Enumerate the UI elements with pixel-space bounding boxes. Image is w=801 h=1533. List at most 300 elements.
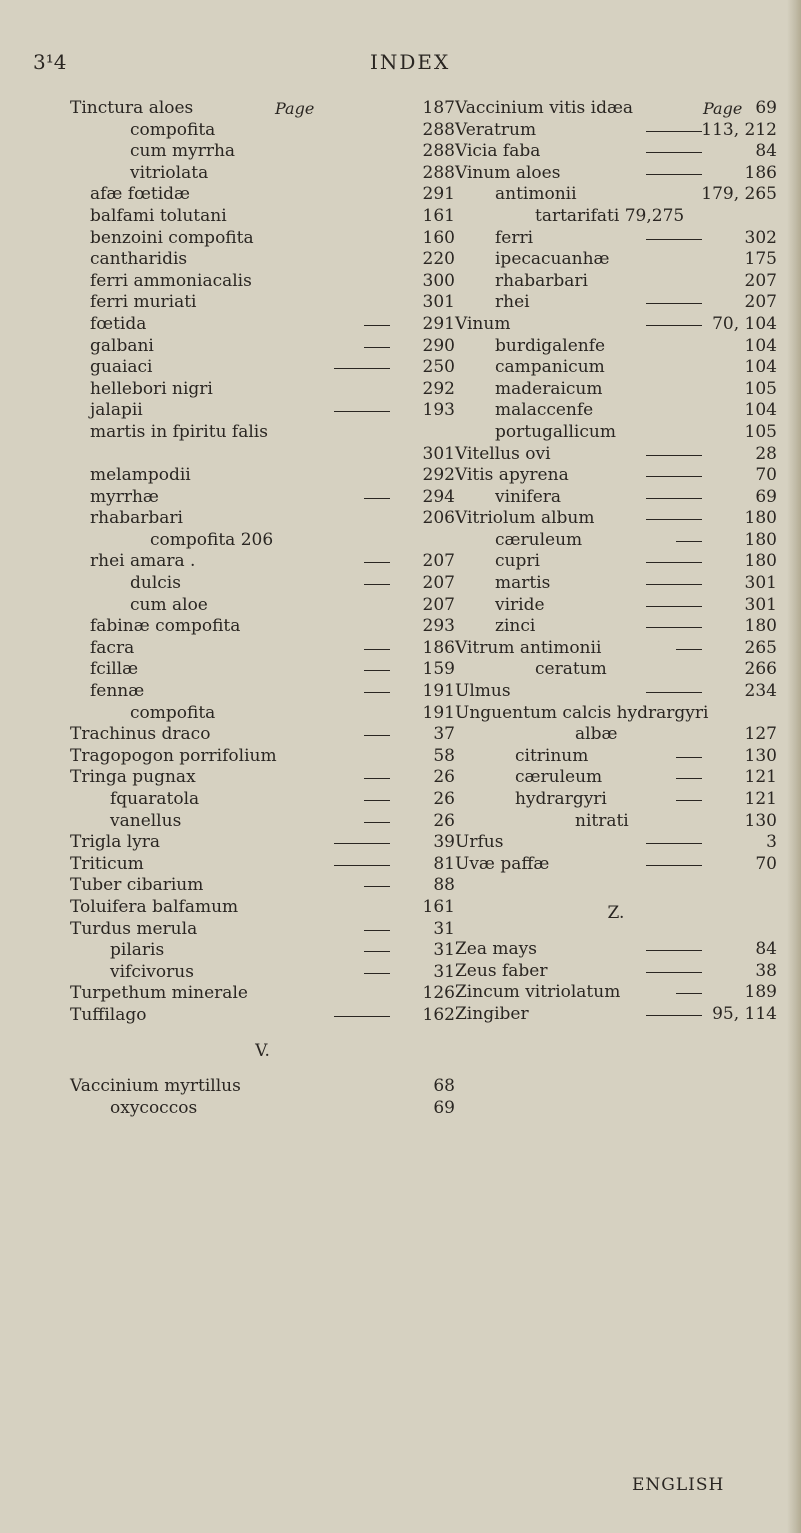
leader-rule — [364, 498, 390, 499]
index-entry — [455, 854, 777, 876]
index-entry — [70, 659, 455, 681]
index-entry — [455, 444, 777, 466]
index-entry — [455, 206, 777, 228]
entry-term: zinci — [495, 616, 536, 637]
page-reference: 301 — [422, 443, 455, 464]
page-reference: 39 — [433, 832, 455, 853]
entry-term: maderaicum — [495, 378, 603, 399]
entry-term: martis in fpiritu falis — [90, 421, 268, 442]
entry-term: Trachinus draco — [70, 724, 211, 745]
entry-term: vitriolata — [130, 162, 209, 183]
leader-rule — [646, 584, 702, 585]
entry-term: Zincum vitriolatum — [455, 982, 621, 1003]
page-reference: 104 — [744, 357, 777, 378]
page-reference: 207 — [744, 292, 777, 313]
index-entry — [70, 271, 455, 293]
entry-term: jalapii — [90, 400, 143, 421]
entry-term: nitrati — [575, 810, 629, 831]
leader-rule — [364, 347, 390, 348]
index-entry — [70, 940, 455, 962]
leader-rule — [364, 800, 390, 801]
index-entry — [70, 120, 455, 142]
page-reference: 95, 114 — [712, 1003, 777, 1024]
entry-term: ferri — [495, 227, 534, 248]
page-reference: 302 — [744, 227, 777, 248]
index-entry — [455, 595, 777, 617]
page-reference: 3 — [766, 832, 777, 853]
page-reference: 70 — [755, 853, 777, 874]
index-entry — [70, 573, 455, 595]
page-reference: 70, 104 — [712, 313, 777, 334]
leader-rule — [646, 972, 702, 973]
page-reference: 88 — [433, 875, 455, 896]
index-entry — [70, 184, 455, 206]
catchword: ENGLISH — [632, 1475, 725, 1495]
entry-term: Vaccinium vitis idæa — [455, 98, 634, 118]
section-letter — [455, 903, 777, 925]
index-entry — [455, 961, 777, 983]
page-reference: 179, 265 — [701, 184, 777, 205]
leader-rule — [646, 174, 702, 175]
entry-term: Uvæ paffæ — [455, 853, 550, 874]
leader-rule — [364, 649, 390, 650]
entry-term: balfami tolutani — [90, 205, 227, 226]
entry-term: cæruleum — [515, 767, 603, 788]
entry-term: afæ fœtidæ — [90, 184, 191, 205]
index-entry — [70, 767, 455, 789]
entry-term: hydrargyri — [515, 789, 607, 809]
index-entry — [70, 1076, 455, 1098]
page-reference: 31 — [433, 961, 455, 982]
index-entry — [70, 724, 455, 746]
leader-rule — [364, 584, 390, 585]
entry-term: ipecacuanhæ — [495, 249, 610, 270]
index-entry — [455, 638, 777, 660]
row-spacer — [70, 1027, 455, 1041]
page-reference: 31 — [433, 918, 455, 939]
index-entry — [70, 98, 455, 120]
index-entry — [455, 465, 777, 487]
entry-term: Vinum aloes — [455, 162, 561, 183]
entry-term: Urfus — [455, 832, 504, 853]
entry-term: Toluifera balfamum — [70, 896, 239, 917]
leader-rule — [646, 239, 702, 240]
leader-rule — [334, 843, 390, 844]
entry-term: Trigla lyra — [70, 832, 161, 853]
index-entry — [70, 746, 455, 768]
index-entry — [455, 681, 777, 703]
index-entry — [455, 292, 777, 314]
page-reference: 301 — [744, 573, 777, 594]
page-reference: 292 — [422, 378, 455, 399]
leader-rule — [676, 800, 702, 801]
entry-term: Tuffilago — [70, 1004, 147, 1025]
leader-rule — [646, 152, 702, 153]
page-reference: 38 — [755, 960, 777, 981]
page-reference: 105 — [744, 421, 777, 442]
row-spacer — [455, 875, 777, 889]
index-entry — [455, 551, 777, 573]
entry-term: Zeus faber — [455, 960, 548, 981]
entry-term: portugallicum — [495, 421, 616, 442]
page-reference: 130 — [744, 810, 777, 831]
index-entry — [70, 811, 455, 833]
entry-term: vanellus — [110, 810, 182, 831]
page-reference: 126 — [422, 983, 455, 1004]
page-edge — [787, 0, 801, 1533]
index-entry — [70, 897, 455, 919]
row-spacer — [455, 925, 777, 939]
leader-rule — [676, 757, 702, 758]
page-reference: 292 — [422, 465, 455, 486]
page-reference: 288 — [422, 141, 455, 162]
page-reference: 161 — [422, 205, 455, 226]
leader-rule — [364, 951, 390, 952]
leader-rule — [646, 627, 702, 628]
entry-term: benzoini compofita — [90, 227, 254, 248]
leader-rule — [334, 368, 390, 369]
index-entry — [455, 228, 777, 250]
entry-term: Vicia faba — [455, 141, 541, 162]
entry-term: Triticum — [70, 853, 144, 874]
page-reference: 301 — [422, 292, 455, 313]
entry-term: ceratum — [535, 659, 607, 680]
index-entry — [70, 314, 455, 336]
index-entry — [70, 206, 455, 228]
page-reference: 180 — [744, 529, 777, 550]
page-header — [0, 50, 801, 80]
index-entry — [70, 1005, 455, 1027]
entry-term: cantharidis — [90, 249, 188, 270]
leader-rule — [646, 692, 702, 693]
index-entry — [70, 530, 455, 552]
leader-rule — [364, 822, 390, 823]
index-entry — [70, 875, 455, 897]
row-spacer — [455, 889, 777, 903]
page-reference: 161 — [422, 896, 455, 917]
page-reference: 294 — [422, 486, 455, 507]
index-entry — [455, 573, 777, 595]
index-entry — [70, 422, 455, 444]
leader-rule — [676, 993, 702, 994]
entry-term: rhabarbari — [90, 508, 183, 529]
index-entry — [70, 336, 455, 358]
leader-rule — [646, 950, 702, 951]
entry-term: Turdus merula — [70, 918, 198, 939]
page-reference: 121 — [744, 789, 777, 809]
entry-term: cum myrrha — [130, 141, 236, 162]
page-reference: 180 — [744, 616, 777, 637]
index-entry — [70, 508, 455, 530]
entry-term: Vitellus ovi — [455, 443, 551, 464]
page-label: Page — [703, 99, 743, 118]
index-entry — [455, 1004, 777, 1026]
entry-term: fabinæ compofita — [90, 616, 241, 637]
index-entry — [455, 271, 777, 293]
entry-term: compofita — [130, 119, 216, 140]
index-entry — [70, 400, 455, 422]
page-reference: 300 — [422, 270, 455, 291]
page-reference: 186 — [744, 162, 777, 183]
entry-term: fcillæ — [90, 659, 139, 680]
page-reference: 207 — [422, 551, 455, 572]
page-reference: 265 — [744, 637, 777, 658]
page-reference: 104 — [744, 400, 777, 421]
page-reference: 207 — [422, 573, 455, 594]
index-entry — [70, 141, 455, 163]
entry-term: hellebori nigri — [90, 378, 213, 399]
page-reference: 26 — [433, 789, 455, 809]
page-reference: 28 — [755, 443, 777, 464]
leader-rule — [676, 778, 702, 779]
entry-term: Zingiber — [455, 1003, 529, 1024]
leader-rule — [676, 649, 702, 650]
entry-term: Vitriolum album — [455, 508, 595, 529]
page-reference: 162 — [422, 1004, 455, 1025]
index-entry — [455, 659, 777, 681]
page-reference: 250 — [422, 357, 455, 378]
section-letter — [70, 1041, 455, 1063]
page-reference: 70 — [755, 465, 777, 486]
entry-term: tartarifati 79,275 — [535, 205, 685, 226]
index-entry — [70, 638, 455, 660]
entry-term: Ulmus — [455, 681, 511, 702]
index-entry — [70, 551, 455, 573]
entry-term: rhei — [495, 292, 530, 313]
entry-term: compofita 206 — [150, 529, 274, 550]
index-entry — [455, 789, 777, 811]
index-entry — [455, 616, 777, 638]
entry-term: rhabarbari — [495, 270, 588, 291]
index-entry — [70, 854, 455, 876]
page-reference: 206 — [422, 508, 455, 529]
entry-term: vifcivorus — [110, 961, 194, 982]
leader-rule — [646, 303, 702, 304]
page-label: Page — [275, 99, 315, 118]
page-reference: 69 — [755, 98, 777, 118]
entry-term: martis — [495, 573, 551, 594]
index-entry — [455, 379, 777, 401]
leader-rule — [364, 325, 390, 326]
entry-term: antimonii — [495, 184, 577, 205]
index-entry — [70, 487, 455, 509]
entry-term: Vaccinium myrtillus — [70, 1076, 241, 1097]
page-reference: 288 — [422, 119, 455, 140]
index-entry — [70, 163, 455, 185]
entry-term: ferri ammoniacalis — [90, 270, 252, 291]
page-reference: 84 — [755, 938, 777, 959]
section-heading: Z. — [607, 903, 625, 924]
leader-rule — [676, 541, 702, 542]
entry-term: facra — [90, 637, 135, 658]
entry-term: vinifera — [495, 486, 562, 507]
page-reference: 160 — [422, 227, 455, 248]
entry-term: albæ — [575, 724, 618, 745]
page-reference: 104 — [744, 335, 777, 356]
entry-term: burdigalenfe — [495, 335, 606, 356]
index-entry — [70, 444, 455, 466]
index-entry — [455, 703, 777, 725]
page-reference: 130 — [744, 745, 777, 766]
index-entry — [70, 595, 455, 617]
index-column-left — [70, 98, 455, 1119]
entry-term: melampodii — [90, 465, 191, 486]
page-reference: 31 — [433, 940, 455, 961]
page-reference: 180 — [744, 551, 777, 572]
leader-rule — [646, 498, 702, 499]
page-reference: 105 — [744, 378, 777, 399]
leader-rule — [364, 735, 390, 736]
page-reference: 69 — [433, 1097, 455, 1118]
index-entry — [70, 832, 455, 854]
page-reference: 113, 212 — [701, 119, 777, 140]
page-reference: 69 — [755, 486, 777, 507]
entry-term: Tragopogon porrifolium — [70, 745, 277, 766]
leader-rule — [364, 930, 390, 931]
index-entry — [455, 832, 777, 854]
index-entry — [455, 314, 777, 336]
page-reference: 84 — [755, 141, 777, 162]
entry-term: fennæ — [90, 681, 145, 702]
page-reference: 189 — [744, 982, 777, 1003]
leader-rule — [364, 692, 390, 693]
index-entry — [455, 163, 777, 185]
index-entry — [70, 703, 455, 725]
entry-term: campanicum — [495, 357, 605, 378]
page-reference: 37 — [433, 724, 455, 745]
leader-rule — [646, 519, 702, 520]
index-entry — [455, 811, 777, 833]
index-entry — [70, 616, 455, 638]
index-entry — [70, 465, 455, 487]
page-reference: 266 — [744, 659, 777, 680]
index-entry — [455, 939, 777, 961]
entry-term: guaiaci — [90, 357, 153, 378]
entry-term: Vitrum antimonii — [455, 637, 602, 658]
page-reference: 234 — [744, 681, 777, 702]
leader-rule — [646, 1015, 702, 1016]
leader-rule — [646, 325, 702, 326]
page-reference: 301 — [744, 594, 777, 615]
index-entry — [70, 919, 455, 941]
page-number: 3¹4 — [33, 50, 67, 74]
leader-rule — [364, 670, 390, 671]
entry-term: pilaris — [110, 940, 165, 961]
index-entry — [70, 379, 455, 401]
page-reference: 186 — [422, 637, 455, 658]
entry-term: rhei amara . — [90, 551, 196, 572]
index-entry — [455, 120, 777, 142]
index-entry — [70, 789, 455, 811]
index-entry — [455, 487, 777, 509]
entry-term: Tinctura aloes — [70, 98, 194, 118]
leader-rule — [334, 1016, 390, 1017]
running-head: INDEX — [370, 50, 451, 74]
page-reference: 220 — [422, 249, 455, 270]
entry-term: citrinum — [515, 745, 589, 766]
page-reference: 81 — [433, 853, 455, 874]
index-entry — [70, 357, 455, 379]
leader-rule — [364, 886, 390, 887]
page-reference: 180 — [744, 508, 777, 529]
entry-term: galbani — [90, 335, 154, 356]
page-reference: 293 — [422, 616, 455, 637]
entry-term: Vinum — [455, 313, 511, 334]
entry-term: compofita — [130, 702, 216, 723]
entry-term: cæruleum — [495, 529, 583, 550]
page-reference: 207 — [422, 594, 455, 615]
page-reference: 127 — [744, 724, 777, 745]
index-entry — [455, 982, 777, 1004]
index-entry — [455, 249, 777, 271]
page-reference: 290 — [422, 335, 455, 356]
index-entry — [455, 746, 777, 768]
page-reference: 191 — [422, 702, 455, 723]
entry-term: cupri — [495, 551, 540, 572]
index-column-right — [455, 98, 777, 1025]
page-reference: 68 — [433, 1076, 455, 1097]
leader-rule — [364, 778, 390, 779]
index-entry — [455, 357, 777, 379]
index-entry — [455, 508, 777, 530]
leader-rule — [364, 973, 390, 974]
leader-rule — [334, 865, 390, 866]
index-entry — [70, 228, 455, 250]
leader-rule — [364, 562, 390, 563]
leader-rule — [646, 843, 702, 844]
page-reference: 159 — [422, 659, 455, 680]
page-reference: 58 — [433, 745, 455, 766]
index-entry — [455, 530, 777, 552]
index-entry — [70, 249, 455, 271]
page-reference: 291 — [422, 184, 455, 205]
page-reference: 291 — [422, 313, 455, 334]
index-entry — [70, 681, 455, 703]
page-reference: 187 — [422, 98, 455, 118]
entry-term: ferri muriati — [90, 292, 197, 313]
entry-term: fœtida — [90, 313, 147, 334]
page-reference: 121 — [744, 767, 777, 788]
index-entry — [455, 422, 777, 444]
entry-term: Tringa pugnax — [70, 767, 196, 788]
page-reference: 26 — [433, 810, 455, 831]
page-reference: 175 — [744, 249, 777, 270]
leader-rule — [646, 455, 702, 456]
index-entry — [455, 767, 777, 789]
entry-term: Veratrum — [455, 119, 537, 140]
leader-rule — [646, 476, 702, 477]
page-reference: 26 — [433, 767, 455, 788]
entry-term: Unguentum calcis hydrargyri — [455, 702, 709, 723]
page-reference: 191 — [422, 681, 455, 702]
leader-rule — [646, 606, 702, 607]
index-entry — [70, 983, 455, 1005]
page-reference: 193 — [422, 400, 455, 421]
index-entry — [70, 962, 455, 984]
index-entry — [455, 184, 777, 206]
index-entry — [70, 1098, 455, 1120]
leader-rule — [646, 865, 702, 866]
entry-term: Zea mays — [455, 938, 537, 959]
entry-term: malaccenfe — [495, 400, 594, 421]
leader-rule — [646, 562, 702, 563]
entry-term: oxycoccos — [110, 1097, 198, 1118]
entry-term: fquaratola — [110, 789, 200, 809]
entry-term: viride — [495, 594, 545, 615]
entry-term: dulcis — [130, 573, 181, 594]
index-entry — [455, 724, 777, 746]
index-entry — [70, 292, 455, 314]
